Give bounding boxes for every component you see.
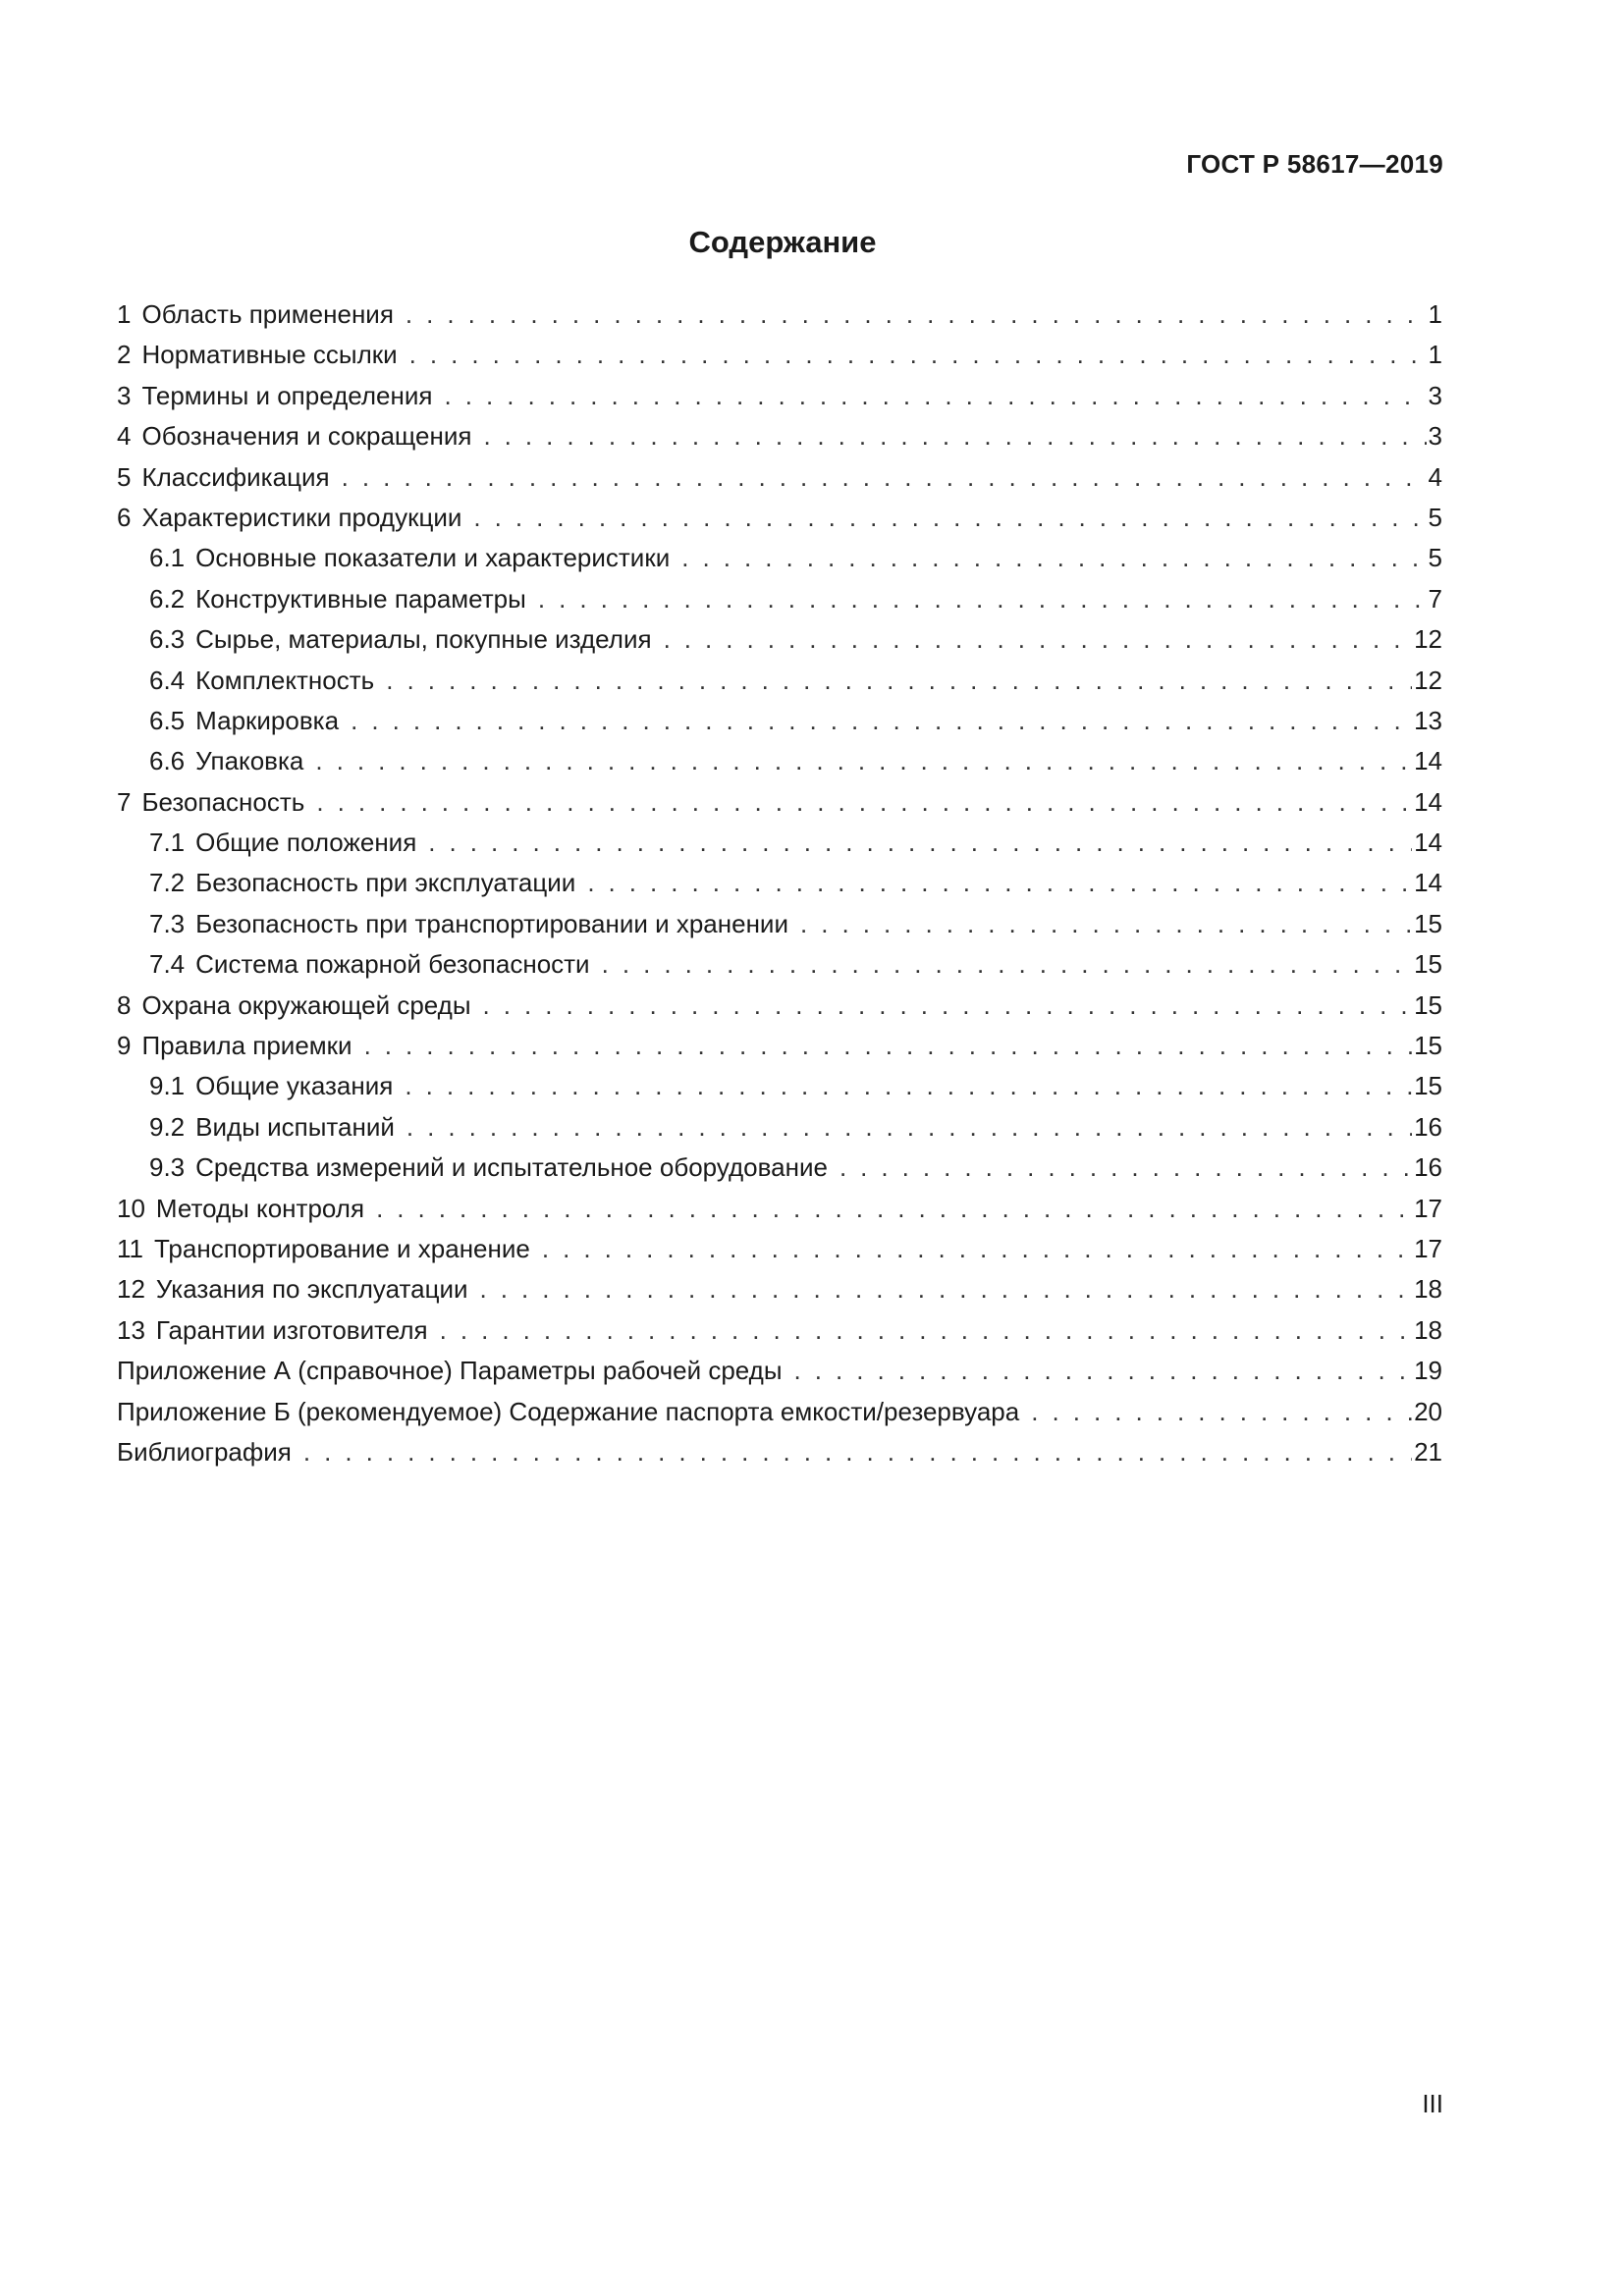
toc-entry[interactable] — [117, 1351, 1442, 1391]
toc-entry-number: 7.2 — [149, 868, 186, 898]
toc-entry-label: Приложение Б (рекомендуемое) Содержание паспорта емкости/резервуара — [117, 1396, 1020, 1426]
toc-entry-label: Гарантии изготовителя — [155, 1314, 428, 1345]
toc-entry-number: 6.6 — [149, 746, 186, 776]
dot-leader — [800, 904, 1412, 944]
toc-entry-page: 15 — [1414, 949, 1442, 980]
toc-entry[interactable] — [117, 1310, 1442, 1351]
toc-entry-number: 9.1 — [149, 1071, 186, 1101]
toc-entry-page: 12 — [1414, 624, 1442, 655]
toc-entry[interactable] — [117, 1432, 1442, 1472]
toc-entry-page: 18 — [1414, 1274, 1442, 1305]
dot-leader — [386, 661, 1412, 701]
toc-entry-page: 18 — [1414, 1314, 1442, 1345]
dot-leader — [664, 619, 1413, 660]
toc-entry-number: 3 — [117, 380, 132, 410]
toc-entry-page: 14 — [1414, 868, 1442, 898]
toc-entry-number: 9.3 — [149, 1152, 186, 1183]
dot-leader — [316, 782, 1412, 823]
toc-entry-page: 15 — [1414, 989, 1442, 1020]
toc-entry-number: 10 — [117, 1193, 145, 1223]
toc-entry[interactable] — [117, 538, 1442, 578]
dot-leader — [839, 1148, 1412, 1188]
dot-leader — [602, 944, 1412, 985]
dot-leader — [364, 1026, 1413, 1066]
toc-entry-label: Указания по эксплуатации — [155, 1274, 468, 1305]
toc-entry-page: 16 — [1414, 1111, 1442, 1142]
toc-entry[interactable] — [117, 661, 1442, 701]
dot-leader — [483, 986, 1413, 1026]
toc-entry-page: 4 — [1428, 461, 1442, 492]
toc-entry-page: 19 — [1414, 1356, 1442, 1386]
toc-entry[interactable] — [117, 498, 1442, 538]
toc-entry-page: 12 — [1414, 665, 1442, 695]
toc-entry[interactable] — [117, 376, 1442, 416]
toc-entry-number: 6.3 — [149, 624, 186, 655]
dot-leader — [538, 579, 1427, 619]
toc-entry-page: 3 — [1428, 421, 1442, 452]
dot-leader — [473, 498, 1426, 538]
toc-entry-label: Сырье, материалы, покупные изделия — [195, 624, 652, 655]
toc-entry-label: Правила приемки — [141, 1031, 352, 1061]
page-title: Содержание — [688, 225, 877, 259]
toc-entry[interactable] — [117, 782, 1442, 823]
toc-entry-page: 15 — [1414, 908, 1442, 938]
toc-entry-label: Методы контроля — [155, 1193, 365, 1223]
toc-entry[interactable] — [117, 1392, 1442, 1432]
toc-entry-number: 1 — [117, 299, 132, 329]
dot-leader — [444, 376, 1426, 416]
toc-entry-page: 15 — [1414, 1031, 1442, 1061]
toc-entry-page: 17 — [1414, 1193, 1442, 1223]
toc-entry-page: 5 — [1428, 502, 1442, 532]
toc-entry-label: Виды испытаний — [195, 1111, 395, 1142]
toc-entry[interactable] — [117, 335, 1442, 375]
toc-entry-label: Безопасность при эксплуатации — [195, 868, 576, 898]
toc-entry-label: Охрана окружающей среды — [141, 989, 471, 1020]
toc-entry[interactable] — [117, 863, 1442, 903]
toc-entry-page: 14 — [1414, 828, 1442, 858]
toc-entry-number: 6.4 — [149, 665, 186, 695]
toc-entry-label: Классификация — [141, 461, 330, 492]
toc-entry-number: 6.1 — [149, 543, 186, 573]
dot-leader — [351, 701, 1412, 741]
toc-entry[interactable] — [117, 1269, 1442, 1309]
toc-entry-label: Приложение А (справочное) Параметры рабочей среды — [117, 1356, 783, 1386]
dot-leader — [342, 457, 1427, 498]
toc-entry[interactable] — [117, 701, 1442, 741]
dot-leader — [542, 1229, 1412, 1269]
toc-entry-page: 15 — [1414, 1071, 1442, 1101]
toc-entry-label: Область применения — [141, 299, 394, 329]
toc-entry[interactable] — [117, 823, 1442, 863]
dot-leader — [405, 1066, 1412, 1106]
toc-entry-label: Общие положения — [195, 828, 417, 858]
toc-entry-label: Транспортирование и хранение — [154, 1233, 530, 1263]
toc-entry[interactable] — [117, 944, 1442, 985]
dot-leader — [409, 335, 1427, 375]
toc-entry[interactable] — [117, 416, 1442, 456]
toc-entry[interactable] — [117, 457, 1442, 498]
toc-entry-page: 13 — [1414, 705, 1442, 735]
toc-entry[interactable] — [117, 1189, 1442, 1229]
toc-entry-page: 1 — [1428, 340, 1442, 370]
dot-leader — [440, 1310, 1413, 1351]
dot-leader — [303, 1432, 1412, 1472]
toc-entry-label: Обозначения и сокращения — [141, 421, 472, 452]
dot-leader — [794, 1351, 1413, 1391]
toc-entry-number: 6 — [117, 502, 132, 532]
page-number: III — [1422, 2089, 1443, 2118]
toc-entry-page: 14 — [1414, 786, 1442, 817]
toc-entry-number: 5 — [117, 461, 132, 492]
toc-entry-label: Безопасность при транспортировании и хранении — [195, 908, 788, 938]
toc-entry-page: 21 — [1414, 1436, 1442, 1467]
toc-entry-page: 14 — [1414, 746, 1442, 776]
toc-entry-number: 6.5 — [149, 705, 186, 735]
toc-entry[interactable] — [117, 1026, 1442, 1066]
toc-entry-number: 4 — [117, 421, 132, 452]
toc-entry[interactable] — [117, 1229, 1442, 1269]
dot-leader — [483, 416, 1426, 456]
toc-entry-number: 7.4 — [149, 949, 186, 980]
toc-entry-label: Нормативные ссылки — [141, 340, 398, 370]
toc-entry-label: Упаковка — [195, 746, 304, 776]
dot-leader — [428, 823, 1412, 863]
toc-entry[interactable] — [117, 579, 1442, 619]
toc-entry-label: Библиография — [117, 1436, 292, 1467]
toc-entry-number: 7.1 — [149, 828, 186, 858]
toc-entry-label: Комплектность — [195, 665, 375, 695]
toc-entry-number: 12 — [117, 1274, 145, 1305]
toc-entry-page: 3 — [1428, 380, 1442, 410]
toc-entry-number: 9.2 — [149, 1111, 186, 1142]
dot-leader — [406, 1107, 1412, 1148]
toc-entry-label: Маркировка — [195, 705, 340, 735]
toc-entry-label: Общие указания — [195, 1071, 394, 1101]
dot-leader — [315, 741, 1412, 781]
document-code: ГОСТ Р 58617—2019 — [1186, 149, 1443, 179]
toc-entry-label: Основные показатели и характеристики — [195, 543, 671, 573]
toc-entry-label: Безопасность — [141, 786, 305, 817]
toc-entry-number: 13 — [117, 1314, 145, 1345]
toc-entry-page: 16 — [1414, 1152, 1442, 1183]
toc-entry[interactable] — [117, 741, 1442, 781]
toc-entry-number: 9 — [117, 1031, 132, 1061]
toc-entry-page: 20 — [1414, 1396, 1442, 1426]
toc-entry[interactable] — [117, 619, 1442, 660]
toc-entry[interactable] — [117, 986, 1442, 1026]
toc-entry-label: Конструктивные параметры — [195, 583, 526, 614]
toc-entry[interactable] — [117, 1148, 1442, 1188]
toc-entry[interactable] — [117, 294, 1442, 335]
toc-entry-page: 1 — [1428, 299, 1442, 329]
toc-entry-number: 11 — [117, 1233, 143, 1263]
toc-entry-label: Система пожарной безопасности — [195, 949, 590, 980]
dot-leader — [406, 294, 1427, 335]
toc-entry-number: 7 — [117, 786, 132, 817]
dot-leader — [480, 1269, 1413, 1309]
toc-entry-label: Средства измерений и испытательное оборудование — [195, 1152, 828, 1183]
toc-entry[interactable] — [117, 904, 1442, 944]
toc-entry-number: 6.2 — [149, 583, 186, 614]
table-of-contents — [117, 294, 1442, 1472]
toc-entry-page: 7 — [1428, 583, 1442, 614]
dot-leader — [681, 538, 1426, 578]
toc-entry-number: 8 — [117, 989, 132, 1020]
dot-leader — [1031, 1392, 1412, 1432]
toc-entry-page: 17 — [1414, 1233, 1442, 1263]
toc-entry[interactable] — [117, 1107, 1442, 1148]
toc-entry-label: Термины и определения — [141, 380, 433, 410]
dot-leader — [376, 1189, 1412, 1229]
toc-entry-label: Характеристики продукции — [141, 502, 462, 532]
toc-entry[interactable] — [117, 1066, 1442, 1106]
toc-entry-number: 7.3 — [149, 908, 186, 938]
toc-entry-number: 2 — [117, 340, 132, 370]
toc-entry-page: 5 — [1428, 543, 1442, 573]
dot-leader — [587, 863, 1412, 903]
